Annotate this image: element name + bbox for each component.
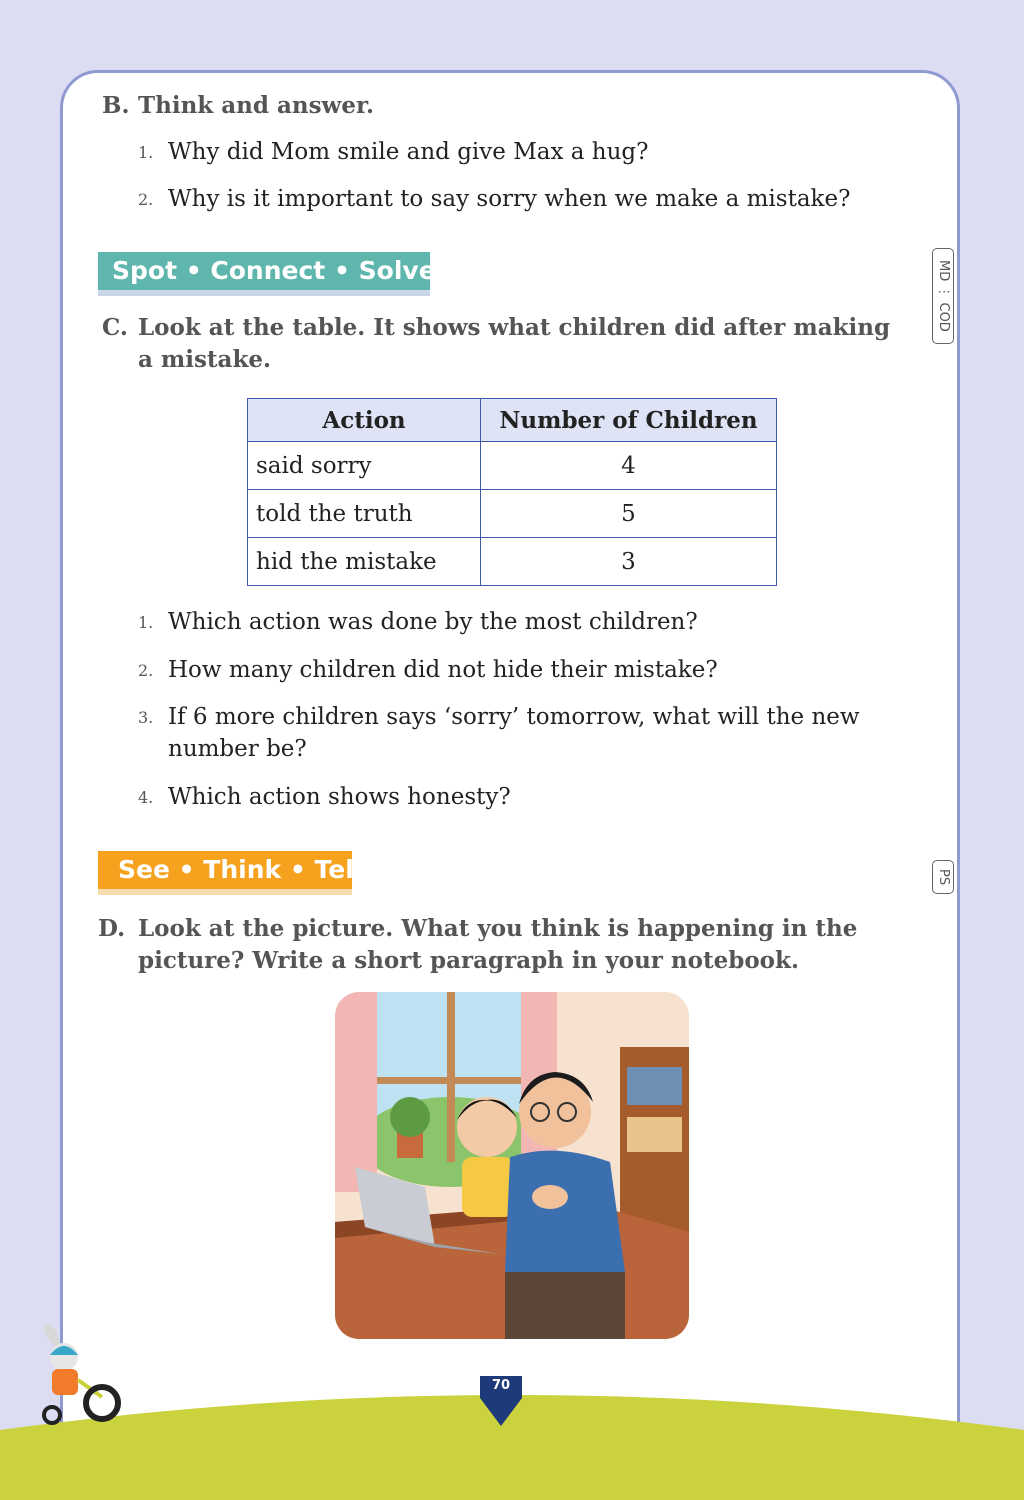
question-number: 2. <box>138 190 154 209</box>
section-title-line1: Look at the picture. What you think is happening in the <box>138 915 858 942</box>
section-title: Think and answer. <box>138 92 374 119</box>
question-number: 2. <box>138 661 154 680</box>
question-text: Which action was done by the most children? <box>168 609 698 635</box>
banner-spot-connect-solve: Spot • Connect • Solve <box>98 252 430 290</box>
tag-cod: COD <box>936 302 951 332</box>
table-cell-action: said sorry <box>248 442 481 490</box>
tag-md: MD <box>936 260 951 282</box>
question-text: Which action shows honesty? <box>168 784 511 810</box>
table-cell-count: 3 <box>481 538 777 586</box>
table-header-count: Number of Children <box>481 399 777 442</box>
side-tag-ps: PS <box>932 860 954 894</box>
question-text: Why is it important to say sorry when we make a mistake? <box>168 186 851 212</box>
question-number: 4. <box>138 788 154 807</box>
table-header-action: Action <box>248 399 481 442</box>
table-cell-count: 5 <box>481 490 777 538</box>
banner-see-think-tell: See • Think • Tell <box>98 851 352 889</box>
question-number: 1. <box>138 613 154 632</box>
section-letter: C. <box>102 314 128 341</box>
question-text: If 6 more children says ‘sorry’ tomorrow, what will the new number be? <box>168 704 860 762</box>
question-number: 3. <box>138 708 154 727</box>
section-b-heading <box>102 92 374 119</box>
page-number-badge <box>480 1376 522 1426</box>
section-title-line2: picture? Write a short paragraph in your notebook. <box>138 947 799 974</box>
section-c-heading <box>102 312 890 376</box>
question-number: 1. <box>138 143 154 162</box>
question-text: How many children did not hide their mistake? <box>168 657 718 683</box>
table-row <box>248 442 777 490</box>
table-header-row <box>248 399 777 442</box>
section-title-line1: Look at the table. It shows what children did after making <box>138 314 891 341</box>
table-row <box>248 490 777 538</box>
section-letter: D. <box>98 915 126 942</box>
table-cell-action: hid the mistake <box>248 538 481 586</box>
table-row <box>248 538 777 586</box>
side-tag-md-cod: MD ⋮ COD <box>932 248 954 344</box>
page-number: 70 <box>491 1378 511 1393</box>
table-cell-action: told the truth <box>248 490 481 538</box>
question-text: Why did Mom smile and give Max a hug? <box>168 139 649 165</box>
rabbit-mascot-icon <box>22 1325 127 1425</box>
actions-table <box>247 398 777 586</box>
section-d-heading <box>98 913 857 977</box>
illustration-grandfather-child-laptop <box>335 992 689 1339</box>
section-title-line2: a mistake. <box>138 346 272 373</box>
table-cell-count: 4 <box>481 442 777 490</box>
section-letter: B. <box>102 92 130 119</box>
